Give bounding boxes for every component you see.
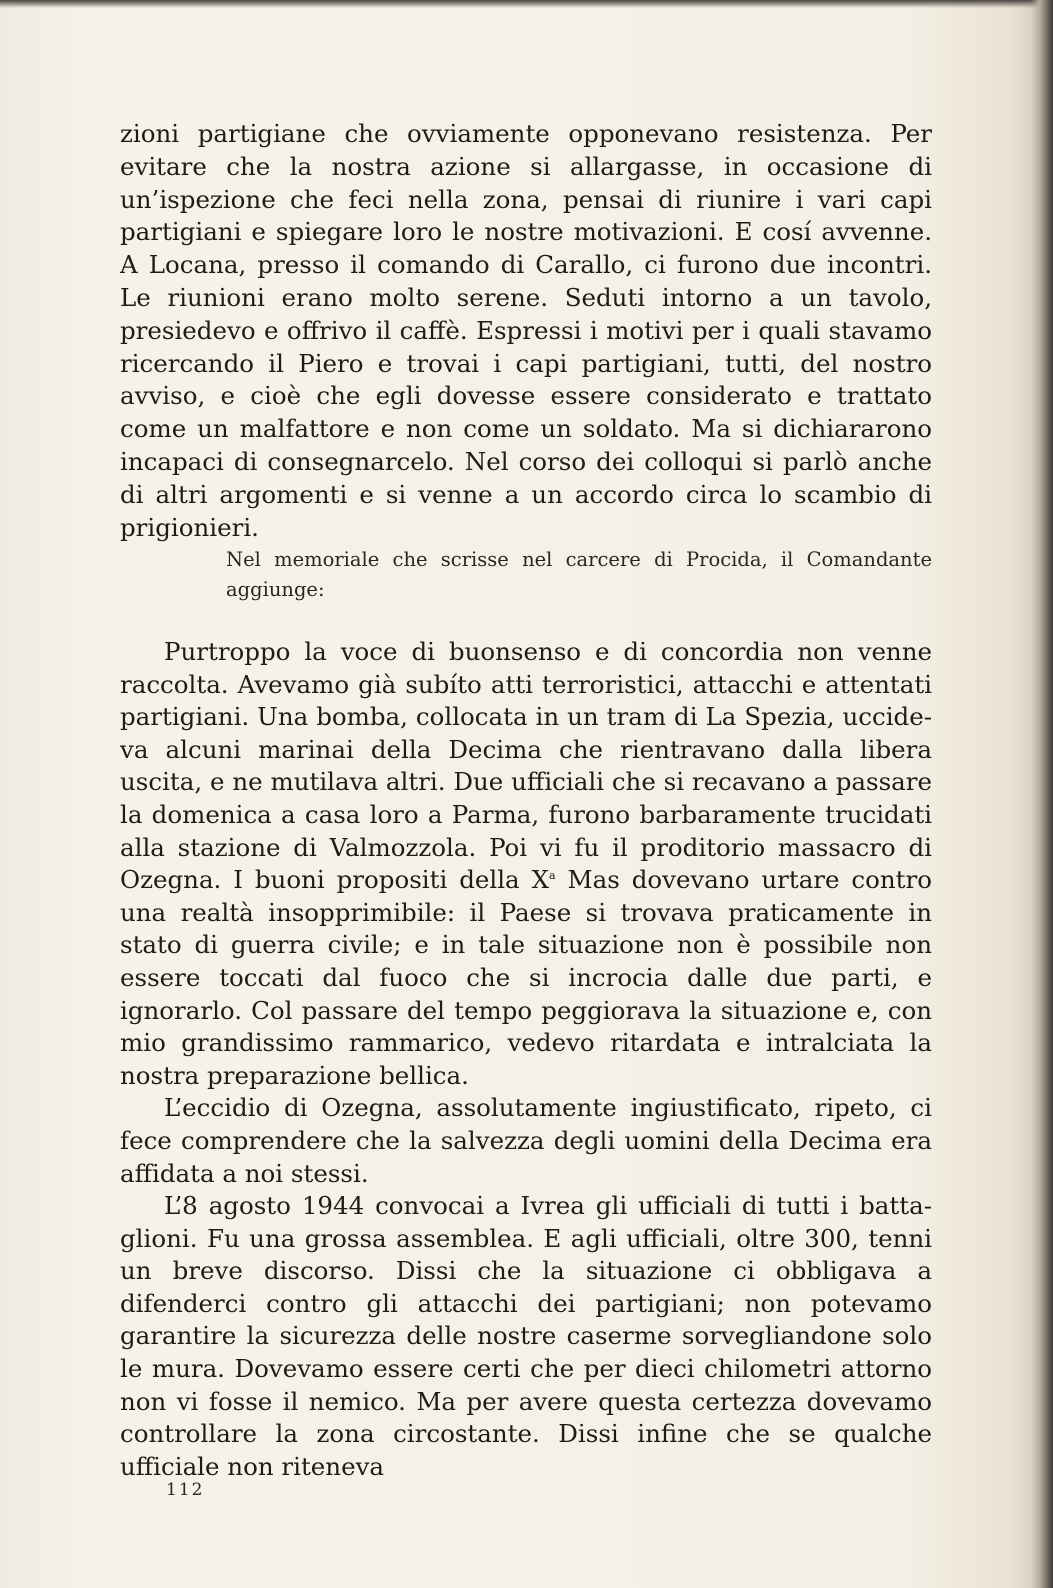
- memo-note: Nel memoriale che scrisse nel carcere di Procida, il Comandante aggiunge:: [226, 548, 932, 601]
- page-number: 112: [166, 1480, 205, 1500]
- page-right-edge: [1031, 0, 1053, 1588]
- quote-paragraph-text: Mas dovevano urtare contro una realtà insopprimibile: il Paese si trovava praticamente in stato di guerra civile; e in tale situazione non è possibile non essere toccati dal fuoco che si incrocia dalle due parti, e ignorarlo. Col passare del tempo peggiorava la situazione e, con mio grandissimo rammarico, vedevo ritardata e intralciata la nostra preparazione bellica.: [120, 865, 932, 1090]
- quoted-memoir: [120, 636, 932, 1483]
- quote-paragraph-text: Purtroppo la voce di buonsenso e di concordia non venne raccolta. Avevamo già subíto atti terroristici, attacchi e attentati partigiani. Una bomba, collocata in un tram di La Spezia, uccideva alcuni marinai della Decima che rientravano dalla libera uscita, e ne mutilava altri. Due ufficiali che si recavano a passare la domenica a casa loro a Parma, furono barbaramente trucidati alla stazione di Valmozzola. Poi vi fu il proditorio massacro di Ozegna. I buoni propositi della X: [120, 637, 932, 895]
- quote-paragraph: L’8 agosto 1944 convocai a Ivrea gli ufficiali di tutti i battaglioni. Fu una grossa assemblea. E agli ufficiali, oltre 300, tenni un breve discorso. Dissi che la situazione ci obbligava a difenderci contro gli attacchi dei partigiani; non potevamo garantire la sicurezza delle nostre caserme sorvegliandone solo le mura. Dovevamo essere certi che per dieci chilometri attorno non vi fosse il nemico. Ma per avere questa certezza dovevamo controllare la zona circostante. Dissi infine che se qualche ufficiale non riteneva: [120, 1191, 932, 1481]
- body-paragraph: zioni partigiane che ovviamente opponevano resistenza. Per evitare che la nostra azione si allargasse, in occasione di un’ispezione che feci nella zona, pensai di riunire i vari capi partigiani e spiegare loro le nostre motivazioni. E cosí avvenne. A Locana, presso il comando di Carallo, ci furono due incontri. Le riunioni erano molto serene. Seduti intorno a un tavolo, presiedevo e offrivo il caffè. Espressi i motivi per i quali stavamo ricercando il Piero e trovai i capi partigiani, tutti, del nostro avviso, e cioè che egli dovesse essere considerato e trattato come un malfattore e non come un soldato. Ma si dichiararono incapaci di consegnarcelo. Nel corso dei colloqui si parlò anche di altri argomenti e si venne a un accordo circa lo scambio di prigionieri.: [120, 119, 932, 542]
- quote-paragraph: [120, 636, 932, 1092]
- page-top-edge: [0, 0, 1053, 8]
- quote-paragraph: L’eccidio di Ozegna, assolutamente ingiustificato, ripeto, ci fece comprendere che la salvezza degli uomini della Decima era affidata a noi stessi.: [120, 1093, 932, 1188]
- superscript: a: [549, 869, 556, 883]
- body-text: [120, 118, 932, 544]
